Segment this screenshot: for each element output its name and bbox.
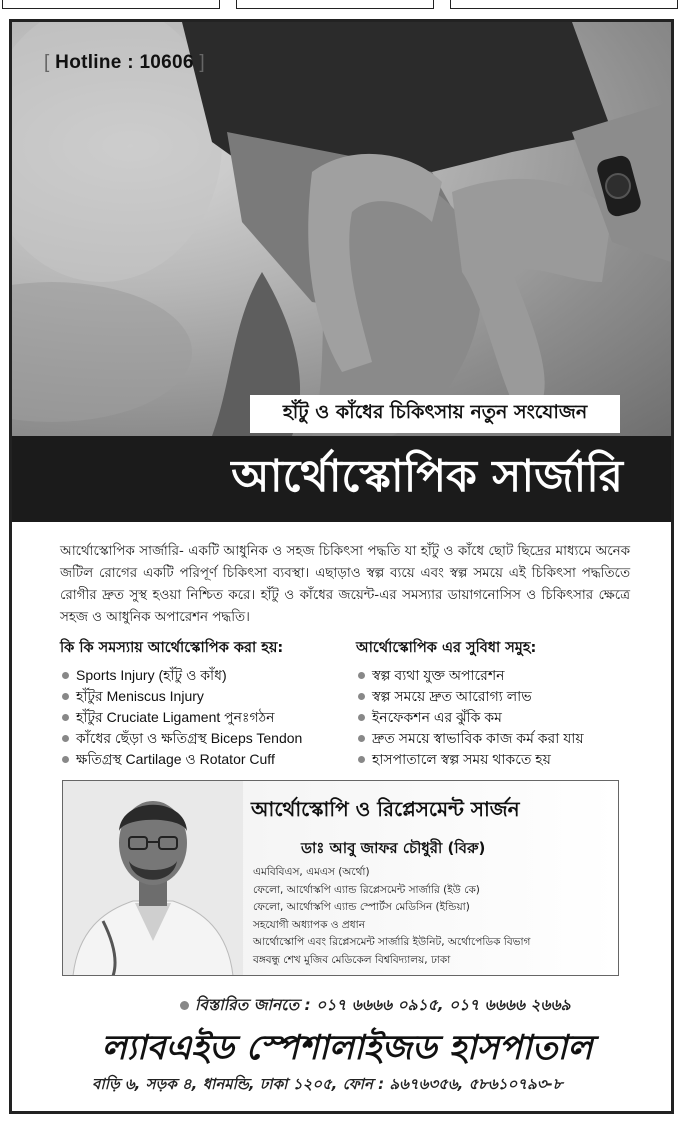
hospital-name: ল্যাবএইড স্পেশালাইজড হাসপাতাল (101, 1028, 593, 1068)
title-banner (12, 436, 671, 522)
contact-phones: বিস্তারিত জানতে : ০১৭ ৬৬৬৬ ০৯১৫, ০১৭ ৬৬৬৬ ২৬৬৯ (195, 996, 571, 1014)
contact-line (180, 993, 571, 1019)
hero-photo-knee (12, 22, 671, 436)
credential-line: আর্থোস্কোপি এবং রিপ্লেসমেন্ট সার্জারি ইউনিট, অর্থোপেডিক বিভাগ (253, 936, 531, 948)
problem-item: হাঁটুর Meniscus Injury (60, 686, 340, 707)
benefits-section (356, 637, 646, 770)
page-title: আর্থোস্কোপিক সার্জারি (231, 450, 623, 502)
doctor-name: ডাঃ আবু জাফর চৌধুরী (বিরু) (301, 839, 486, 857)
hero-subtitle: হাঁটু ও কাঁধের চিকিৎসায় নতুন সংযোজন (250, 395, 620, 433)
hotline-label: [ Hotline : 10606 ] (44, 52, 205, 73)
doctor-box (62, 780, 619, 976)
problems-heading: কি কি সমস্যায় আর্থোস্কোপিক করা হয়: (60, 640, 284, 656)
doctor-credentials (253, 864, 530, 969)
credential-line: বঙ্গবন্ধু শেখ মুজিব মেডিকেল বিশ্ববিদ্যালয়, ঢাকা (253, 953, 451, 966)
intro-paragraph: আর্থোস্কোপিক সার্জারি- একটি আধুনিক ও সহজ চিকিৎসা পদ্ধতি যা হাঁটু ও কাঁধে ছোট ছিদ্রের মাধ্যমে অনেক জটিল রোগের একটি পরিপূর্ণ চিকিৎসা ব্যবস্থা। এছাড়াও স্বল্প ব্যয়ে এবং স্বল্প সময়ে এই চিকিৎসা পদ্ধতিতে রোগীর দ্রুত সুস্থ হওয়া নিশ্চিত করে। হাঁটু ও কাঁধের জয়েন্ট-এর সমস্যার ডায়াগনোসিস ও চিকিৎসার ক্ষেত্রে সহজ ও আধুনিক অপারেশন পদ্ধতি। (60, 544, 630, 625)
top-column-rules (0, 0, 687, 10)
benefits-heading: আর্থোস্কোপিক এর সুবিধা সমুহ: (356, 640, 537, 656)
hospital-address: বাড়ি ৬, সড়ক ৪, ধানমন্ডি, ঢাকা ১২০৫, ফোন : ৯৬৭৬৩৫৬, ৫৮৬১০৭৯৩-৮ (92, 1075, 563, 1093)
doctor-title: আর্থোস্কোপি ও রিপ্লেসমেন্ট সার্জন (251, 797, 520, 821)
benefit-item: স্বল্প ব্যথা যুক্ত অপারেশন (356, 665, 646, 686)
knee-illustration (12, 22, 671, 436)
doctor-photo (63, 781, 243, 976)
problem-item: হাঁটুর Cruciate Ligament পুনঃগঠন (60, 707, 340, 728)
problem-item: কাঁধের ছেঁড়া ও ক্ষতিগ্রস্থ Biceps Tendon (60, 728, 340, 749)
problems-section (60, 637, 340, 770)
benefit-item: স্বল্প সময়ে দ্রুত আরোগ্য লাভ (356, 686, 646, 707)
credential-line: ফেলো, আর্থোস্কপি এ্যান্ড রিপ্লেসমেন্ট সার্জারি (ইউ কে) (253, 883, 480, 896)
problem-item: Sports Injury (হাঁটু ও কাঁধ) (60, 665, 340, 686)
credential-line: এমবিবিএস, এমএস (অর্থো) (253, 866, 370, 878)
benefit-item: দ্রুত সময়ে স্বাভাবিক কাজ কর্ম করা যায় (356, 728, 646, 749)
benefit-item: হাসপাতালে স্বল্প সময় থাকতে হয় (356, 749, 646, 770)
problem-item: ক্ষতিগ্রস্থ Cartilage ও Rotator Cuff (60, 749, 340, 770)
benefit-item: ইনফেকশন এর ঝুঁকি কম (356, 707, 646, 728)
bullet-icon (180, 1001, 189, 1010)
credential-line: সহযোগী অধ্যাপক ও প্রধান (253, 918, 365, 931)
credential-line: ফেলো, আর্থোস্কপি এ্যান্ড স্পোর্টস মেডিসিন (ইন্ডিয়া) (253, 901, 470, 913)
